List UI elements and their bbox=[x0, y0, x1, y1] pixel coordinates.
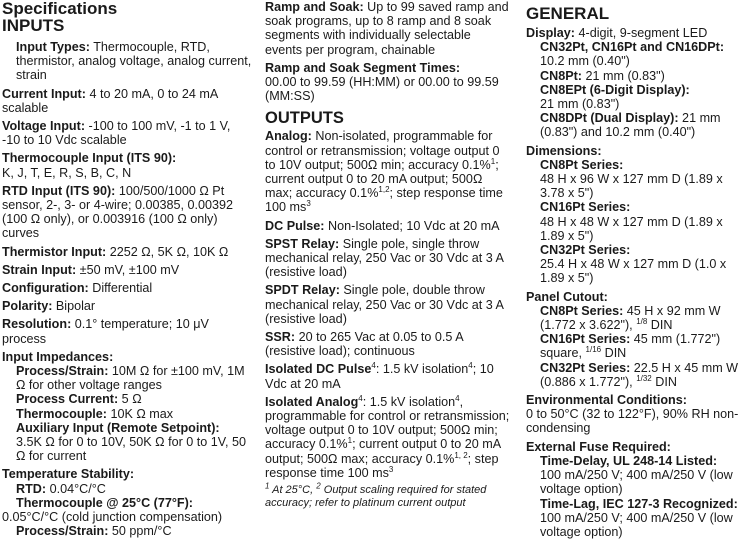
inputs-heading: INPUTS bbox=[2, 16, 65, 35]
impedance-auxiliary-input: Auxiliary Input (Remote Setpoint): 3.5K Ω for 0 to 10V, 50K Ω for 0 to 1V, 50 Ω for current bbox=[16, 420, 247, 464]
dc-pulse-spec: DC Pulse: Non-Isolated; 10 Vdc at 20 mA bbox=[265, 218, 500, 233]
general-heading: GENERAL bbox=[526, 4, 610, 23]
configuration-spec: Configuration: Differential bbox=[2, 281, 153, 296]
dimensions-cn32pt: CN32Pt Series: 25.4 H x 48 W x 127 mm D (1.0 x 1.89 x 5") bbox=[540, 243, 727, 286]
rtd-input-spec: RTD Input (ITS 90): 100/500/1000 Ω Pt sensor, 2-, 3- or 4-wire; 0.00385, 0.00392 (100 Ω only), or 0.003916 (100 Ω only) curves bbox=[2, 183, 234, 241]
ramp-soak-segment-times-spec: Ramp and Soak Segment Times: 00.00 to 99.59 (HH:MM) or 00.00 to 99.59 (MM:SS) bbox=[265, 60, 499, 104]
display-cn8pt: CN8Pt: 21 mm (0.83") bbox=[540, 68, 665, 83]
dimensions-heading: Dimensions: bbox=[526, 143, 602, 158]
outputs-heading: OUTPUTS bbox=[265, 109, 344, 128]
cutout-cn8pt: CN8Pt Series: 45 H x 92 mm W (1.772 x 3.622"), $^{1/8}$ DIN bbox=[540, 303, 721, 333]
ramp-soak-spec: Ramp and Soak: Up to 99 saved ramp and soak programs, up to 8 ramp and 8 soak segments with individually selectable events per program, chainable bbox=[265, 0, 509, 57]
thermistor-input-spec: Thermistor Input: 2252 Ω, 5K Ω, 10K Ω bbox=[2, 244, 229, 259]
stability-process-strain: Process/Strain: 50 ppm/°C bbox=[16, 524, 172, 539]
stability-thermocouple-value: 0.05°C/°C (cold junction compensation) bbox=[2, 510, 223, 525]
ssr-spec: SSR: 20 to 265 Vac at 0.05 to 0.5 A (resistive load); continuous bbox=[265, 330, 463, 359]
voltage-input-spec: Voltage Input: -100 to 100 mV, -1 to 1 V, -10 to 10 Vdc scalable bbox=[2, 119, 231, 148]
specifications-column-general bbox=[526, 0, 748, 559]
panel-cutout-heading: Panel Cutout: bbox=[526, 289, 608, 304]
isolated-dc-pulse-spec: Isolated DC Pulse$^4$: 1.5 kV isolation$^4$; 10 Vdc at 20 mA bbox=[265, 361, 494, 391]
page-title: Specifications bbox=[2, 0, 118, 18]
footnote: $^1$ At 25°C, $^2$ Output scaling required for stated accuracy; refer to platinum current output bbox=[265, 481, 487, 509]
dimensions-cn8pt: CN8Pt Series: 48 H x 96 W x 127 mm D (1.89 x 3.78 x 5") bbox=[540, 157, 723, 201]
specifications-column-outputs bbox=[265, 0, 510, 559]
display-cn32pt: CN32Pt, CN16Pt and CN16DPt: 10.2 mm (0.40") bbox=[540, 40, 725, 69]
impedance-process-current: Process Current: 5 Ω bbox=[16, 392, 142, 407]
impedance-process-strain: Process/Strain: 10M Ω for ±100 mV, 1M Ω for other voltage ranges bbox=[16, 364, 245, 393]
spst-relay-spec: SPST Relay: Single pole, single throw mechanical relay, 250 Vac or 30 Vdc at 3 A (resistive load) bbox=[265, 236, 504, 280]
specifications-column-inputs bbox=[2, 0, 252, 559]
stability-rtd: RTD: 0.04°C/°C bbox=[16, 481, 106, 496]
spdt-relay-spec: SPDT Relay: Single pole, double throw mechanical relay, 250 Vac or 30 Vdc at 3 A (resistive load) bbox=[265, 283, 504, 326]
stability-thermocouple: Thermocouple @ 25°C (77°F): bbox=[16, 495, 194, 510]
display-cn8dpt: CN8DPt (Dual Display): 21 mm (0.83") and 10.2 mm (0.40") bbox=[540, 111, 721, 140]
fuse-time-lag: Time-Lag, IEC 127-3 Recognized: 100 mA/250 V; 400 mA/250 V (low voltage option) bbox=[540, 496, 738, 539]
fuse-time-delay: Time-Delay, UL 248-14 Listed: 100 mA/250 V; 400 mA/250 V (low voltage option) bbox=[540, 453, 733, 497]
analog-output-spec: Analog: Non-isolated, programmable for control or retransmission; voltage output 0 to 10V output; 500Ω min; accuracy 0.1%$^1$; current output 0 to 20 mA output; 500Ω max; accuracy 0.1%$^{1,2}$; step response time 100 $ms^3$ bbox=[265, 129, 503, 215]
dimensions-cn16pt: CN16Pt Series: 48 H x 48 W x 127 mm D (1.89 x 1.89 x 5") bbox=[540, 200, 723, 243]
strain-input-spec: Strain Input: ±50 mV, ±100 mV bbox=[2, 262, 180, 277]
cutout-cn16pt: CN16Pt Series: 45 mm (1.772") square, $^{1/16}$ DIN bbox=[540, 332, 721, 361]
input-impedances-heading: Input Impedances: bbox=[2, 349, 114, 364]
resolution-spec: Resolution: 0.1° temperature; 10 μV process bbox=[2, 317, 209, 346]
display-cn8ept: CN8EPt (6-Digit Display): 21 mm (0.83") bbox=[540, 82, 690, 112]
current-input-spec: Current Input: 4 to 20 mA, 0 to 24 mA scalable bbox=[2, 86, 218, 115]
impedance-thermocouple: Thermocouple: 10K Ω max bbox=[16, 406, 174, 421]
polarity-spec: Polarity: Bipolar bbox=[2, 299, 96, 314]
display-spec: Display: 4-digit, 9-segment LED bbox=[526, 26, 708, 40]
thermocouple-input-spec: Thermocouple Input (ITS 90): K, J, T, E, R, S, B, C, N bbox=[2, 151, 177, 180]
environmental-conditions-spec: Environmental Conditions: 0 to 50°C (32 to 122°F), 90% RH non-condensing bbox=[526, 393, 739, 436]
isolated-analog-spec: Isolated Analog$^4$: 1.5 kV isolation$^4$, programmable for control or retransmission; voltage output 0 to 10V output; 500Ω min; accuracy 0.1%$^1$; current output 0 to 20 mA output; 500Ω max; accuracy 0.1%$^{1, 2}$; step response time 100 $ms^3$ bbox=[265, 393, 510, 480]
input-types-spec: Input Types: Thermocouple, RTD, thermistor, analog voltage, analog current, strain bbox=[16, 40, 252, 83]
temperature-stability-heading: Temperature Stability: bbox=[2, 467, 135, 482]
external-fuse-heading: External Fuse Required: bbox=[526, 439, 671, 454]
cutout-cn32pt: CN32Pt Series: 22.5 H x 45 mm W (0.886 x 1.772"), $^{1/32}$ DIN bbox=[540, 360, 739, 389]
